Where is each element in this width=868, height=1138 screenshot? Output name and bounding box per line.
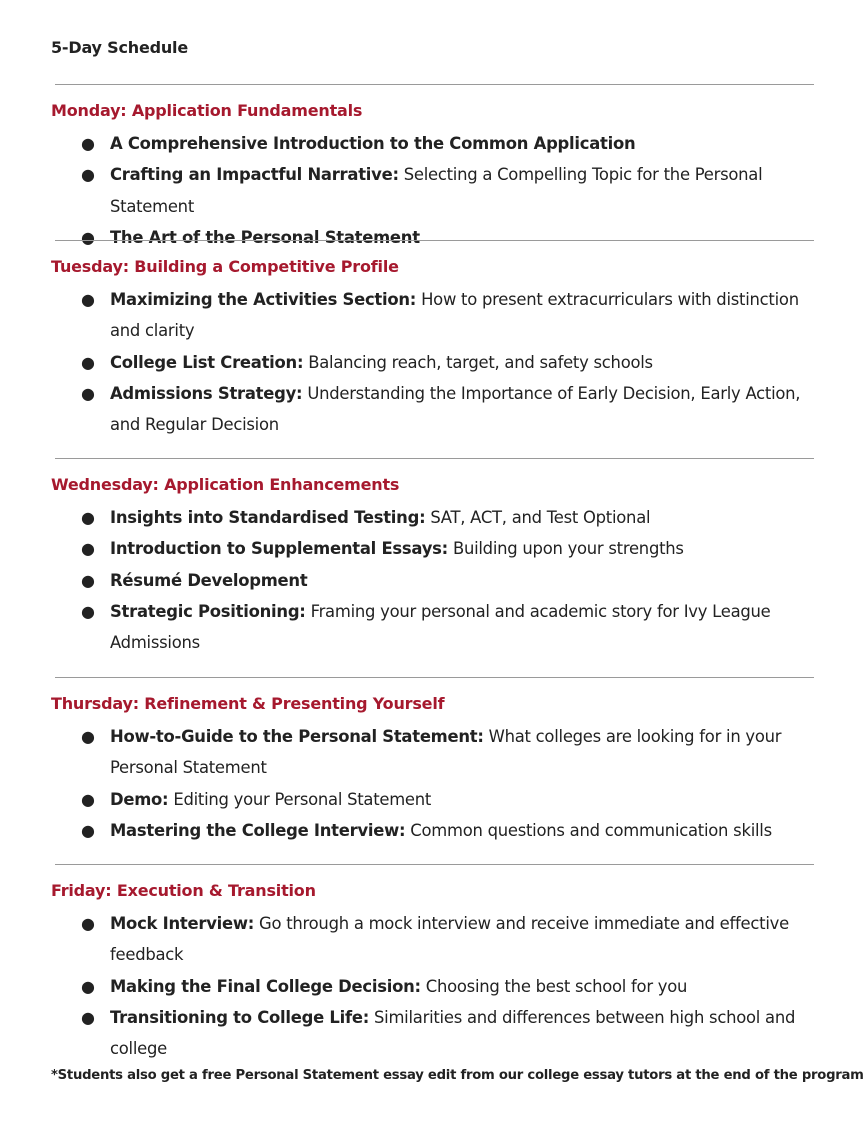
friday-items [0,908,868,1064]
item-title: Insights into Standardised Testing: [110,508,426,527]
item-description: Similarities and differences between high school and college [110,1007,796,1059]
bullet-icon: ● [81,1007,95,1027]
list-item [0,908,868,971]
item-description: How to present extracurriculars with distinction and clarity [110,290,799,341]
item-title: Mock Interview: [110,914,255,933]
list-item [0,533,868,564]
section-divider [55,458,814,459]
page-title: 5-Day Schedule [51,38,188,57]
item-description: Editing your Personal Statement [168,789,432,809]
item-title: The Art of the Personal Statement [110,227,420,247]
day-heading-wednesday: Wednesday: Application Enhancements [51,475,400,494]
bullet-icon: ● [81,570,95,590]
bullet-icon: ● [81,914,95,933]
bullet-icon: ● [81,601,95,621]
list-item [0,1002,868,1065]
section-divider [55,240,814,241]
list-item [0,596,868,659]
day-heading-thursday: Thursday: Refinement & Presenting Yourself [51,694,445,713]
item-description: Go through a mock interview and receive immediate and effective feedback [110,914,789,965]
bullet-icon: ● [81,352,95,372]
list-item [0,159,868,222]
bullet-icon: ● [81,165,95,185]
list-item [0,502,868,533]
list-item [0,971,868,1002]
list-item [0,347,868,378]
wednesday-items [0,502,868,658]
section-divider [55,677,814,678]
item-title: College List Creation: [110,352,304,372]
item-title: Introduction to Supplemental Essays: [110,539,448,559]
item-description: Understanding the Importance of Early Decision, Early Action, and Regular Decision [110,383,801,435]
thursday-items [0,721,868,846]
day-heading-friday: Friday: Execution & Transition [51,881,316,900]
bullet-icon: ● [81,290,95,309]
list-item [0,815,868,846]
bullet-icon: ● [81,508,95,527]
item-title: Crafting an Impactful Narrative: [110,165,399,185]
item-title: Maximizing the Activities Section: [110,290,417,309]
bullet-icon: ● [81,383,95,403]
list-item [0,784,868,815]
footnote: *Students also get a free Personal Statement essay edit from our college essay tutors at the end of the program [51,1068,864,1083]
item-title: Admissions Strategy: [110,383,303,403]
item-description: Selecting a Compelling Topic for the Personal Statement [110,165,763,216]
item-title: Résumé Development [110,570,308,590]
item-title: A Comprehensive Introduction to the Common Application [110,134,636,153]
day-heading-tuesday: Tuesday: Building a Competitive Profile [51,257,399,276]
tuesday-items [0,284,868,440]
section-divider [55,84,814,85]
bullet-icon: ● [81,820,95,840]
bullet-icon: ● [81,227,95,247]
list-item [0,721,868,784]
item-description: What colleges are looking for in your Personal Statement [110,727,782,778]
item-title: Strategic Positioning: [110,601,306,621]
day-heading-monday: Monday: Application Fundamentals [51,101,363,120]
list-item [0,565,868,596]
item-description: Framing your personal and academic story for Ivy League Admissions [110,601,771,653]
bullet-icon: ● [81,539,95,559]
item-description: Common questions and communication skills [405,820,772,840]
item-description: Balancing reach, target, and safety schools [303,352,653,372]
bullet-icon: ● [81,727,95,746]
item-title: Making the Final College Decision: [110,976,421,996]
monday-items [0,128,868,253]
item-description: Choosing the best school for you [420,976,688,996]
list-item [0,284,868,347]
list-item [0,378,868,441]
list-item [0,222,868,253]
item-title: Demo: [110,789,169,809]
item-title: Transitioning to College Life: [110,1007,370,1027]
item-description: SAT, ACT, and Test Optional [425,508,651,527]
item-title: Mastering the College Interview: [110,820,406,840]
list-item [0,128,868,159]
bullet-icon: ● [81,976,95,996]
bullet-icon: ● [81,789,95,809]
item-title: How-to-Guide to the Personal Statement: [110,727,484,746]
item-description: Building upon your strengths [447,539,684,559]
section-divider [55,864,814,865]
bullet-icon: ● [81,134,95,153]
